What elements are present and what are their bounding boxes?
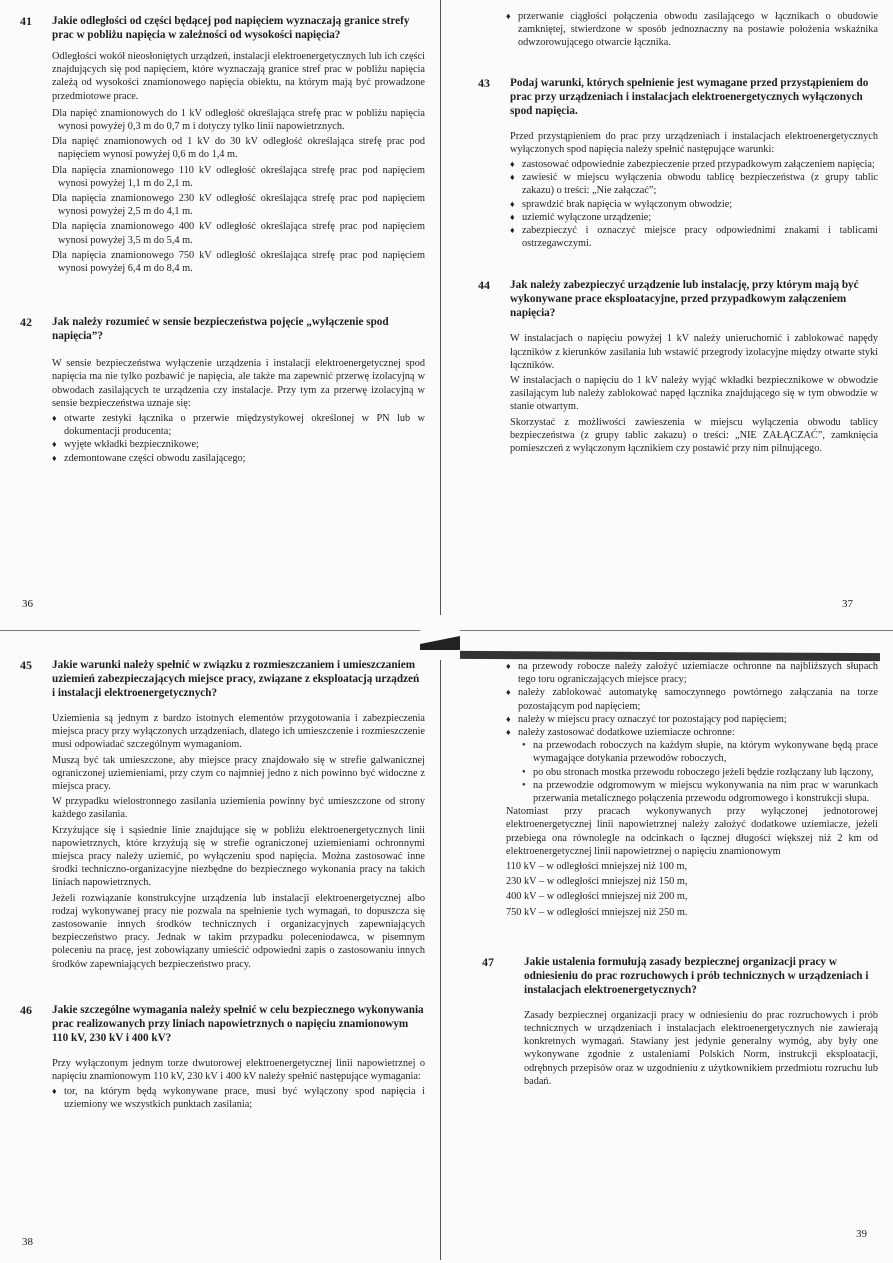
question-title: Jakie szczególne wymagania należy spełnić w celu bezpiecznego wykonywania prac realizowanych przy liniach napowietrznych o napięciu znamionowym 110 kV, 230 kV i 400 kV? [52, 1003, 424, 1044]
paragraph: Natomiast przy pracach wykonywanych przy wyłączonej jednotorowej elektroenergetycznej linii napowietrznej należy założyć dodatkowe uziemiacze, jeżeli przebiega ona równolegle na odcinkach o łącznej długości większej niż 2 km od elektroenergetycznej linii napowietrznej o napięciu znamionowym [506, 806, 878, 857]
paragraph: Zasady bezpiecznej organizacji pracy w odniesieniu do prac rozruchowych i prób technicznych w urządzeniach i instalacjach elektroenergetycznych nie zawierają konkretnych wymagań. Stawiany jest jedynie generalny wymóg, aby były one wykonywane zgodnie z ustaleniami Polskich Norm, instrukcji eksploatacji, odrębnych przepisów oraz w uzgodnieniu z użytkownikiem przedmiotu rozruchu lub badań. [524, 1009, 878, 1087]
question-title: Podaj warunki, których spełnienie jest wymagane przed przystąpieniem do prac przy urządzeniach i instalacjach elektroenergetycznych wyłączonych spod napięcia. [510, 76, 869, 117]
question-number: 41 [20, 14, 32, 28]
sub-bullet-list [506, 739, 878, 805]
fold-wedge-shape [420, 630, 460, 650]
question-title: Jakie ustalenia formułują zasady bezpiecznej organizacji pracy w odniesieniu do prac rozruchowych i prób technicznych w urządzeniach i instalacjach elektroenergetycznych? [524, 955, 869, 996]
list-item: ♦ należy w miejscu pracy oznaczyć tor pozostający pod napięciem; [506, 713, 878, 726]
list-item: ♦ sprawdzić brak napięcia w wyłączonym obwodzie; [510, 198, 878, 211]
list-item: • na przewodach roboczych na każdym słupie, na którym wykonywane będą prace wymagające dotykania przewodów roboczych, [522, 739, 878, 765]
bullet-list [506, 10, 878, 50]
bullet-list [510, 158, 878, 250]
paragraph: Krzyżujące się i sąsiednie linie znajdujące się w pobliżu elektroenergetycznych linii napowietrznych, które krzyżują się w strefie ograniczonej uziemieniami ochronnymi miejsca pracy należy uziemić, po wyłączeniu spod napięcia. Można zastosować inne środki techniczno-organizacyjne niezbędne do bezpiecznego wykonania pracy na takich liniach napowietrznych. [52, 824, 425, 889]
answer-46 [20, 1057, 425, 1112]
question-number: 45 [20, 658, 32, 672]
bullet-list [506, 660, 878, 739]
question-42 [20, 315, 425, 343]
question-45 [20, 658, 425, 700]
answer-41 [20, 50, 425, 275]
paragraph: Dla napięć znamionowych od 1 kV do 30 kV odległość określająca strefę prac pod napięciem wynosi powyżej 0,6 m do 1,4 m. [52, 136, 425, 161]
spacer [478, 50, 878, 72]
list-item: ♦ zawiesić w miejscu wyłączenia obwodu tablicę bezpieczeństwa (z grupy tablic zakazu) o treści: „Nie załączać”; [510, 171, 878, 197]
horizontal-fold-line-left [0, 630, 420, 631]
paragraph: W instalacjach o napięciu do 1 kV należy wyjąć wkładki bezpiecznikowe w obwodzie zasilającym lub należy zablokować napęd łącznika znajdującego się w tym obwodzie w stanie otwartym. [510, 375, 878, 413]
page-38 [20, 648, 425, 1253]
paragraph: Muszą być tak umieszczone, aby miejsce pracy znajdowało się w strefie galwanicznej ograniczonej uziemieniami, przy czym co najmniej jedno z nich powinno być widoczne z miejsca pracy. [52, 754, 425, 793]
list-item: ♦ zdemontowane części obwodu zasilającego; [52, 452, 425, 465]
paragraph: Dla napięcia znamionowego 750 kV odległość określająca strefę prac pod napięciem wynosi powyżej 6,4 m do 8,4 m. [52, 249, 425, 275]
question-47 [478, 955, 878, 997]
list-item: ♦ zastosować odpowiednie zabezpieczenie przed przypadkowym załączeniem napięcia; [510, 158, 878, 171]
answer-44 [478, 332, 878, 455]
paragraph: Przed przystąpieniem do prac przy urządzeniach i instalacjach elektroenergetycznych wyłączonych spod napięcia należy spełnić następujące warunki: [510, 130, 878, 155]
paragraph: W sensie bezpieczeństwa wyłączenie urządzenia i instalacji elektroenergetycznej spod napięcia ma nie tylko pozbawić je napięcia, ale także ma zapewnić przerwę izolacyjną w obwodach zasilających te urządzenia czy instalacje. Przy tym za przerwę izolacyjną w sensie bezpieczeństwa uznaje się: [52, 358, 425, 409]
paragraph: Jeżeli rozwiązanie konstrukcyjne urządzenia lub instalacji elektroenergetycznej albo rodzaj wykonywanej pracy nie pozwala na spełnienie tych wymagań, to dopuszcza się zastosowanie innych środków technicznych i organizacyjnych zapewniających bezpieczeństwo pracy. Jednak w takim przypadku poleceniodawca, w pisemnym poleceniu na pracę, jest zobowiązany umieścić odpowiedni zapis o zastosowaniu innych środków zapewniających bezpieczeństwo pracy. [52, 892, 425, 970]
question-title: Jakie warunki należy spełnić w związku z rozmieszczaniem i umieszczaniem uziemień zabezpieczających miejsce pracy, związane z eksploatacją urządzeń i instalacji elektroenergetycznych? [52, 659, 420, 699]
question-title: Jakie odległości od części będącej pod napięciem wyznaczają granice strefy prac w pobliżu napięcia w zależności od wysokości napięcia? [52, 15, 410, 41]
paragraph: Odległości wokół nieosłoniętych urządzeń, instalacji elektroenergetycznych lub ich części znajdujących się pod napięciem, które wyznaczają granice stref prac w pobliżu napięcia zależą od wysokości znamionowego napięcia obiektu, na którym mają być prowadzone przedmiotowe prace. [52, 51, 425, 102]
list-item: • po obu stronach mostka przewodu roboczego jeżeli będzie rozłączany lub łączony, [522, 766, 878, 779]
question-title: Jak należy zabezpieczyć urządzenie lub instalację, przy którym mają być wykonywane prace eksploatacyjne, przed przypadkowym załączeniem napięcia? [510, 279, 859, 320]
paragraph: Dla napięcia znamionowego 230 kV odległość określająca strefę prac pod napięciem wynosi powyżej 2,5 m do 4,1 m. [52, 193, 425, 218]
question-number: 47 [482, 954, 494, 969]
bullet-list [52, 1085, 425, 1111]
question-number: 44 [478, 278, 490, 293]
list-item: • na przewodzie odgromowym w miejscu wykonywania na nim prac w warunkach przerwania metalicznego połączenia przewodu odgromowego i konstrukcji słupa. [522, 779, 878, 805]
question-46 [20, 1003, 425, 1045]
answer-47 [478, 1009, 878, 1088]
question-41 [20, 14, 425, 42]
page-number: 39 [856, 1228, 867, 1240]
list-item: ♦ na przewody robocze należy założyć uziemiacze ochronne na najbliższych słupach tego toru ograniczających miejsce pracy; [506, 660, 878, 686]
paragraph: Dla napięć znamionowych do 1 kV odległość określająca strefę prac w pobliżu napięcia wynosi powyżej 0,3 m do 0,7 m i dotyczy tylko linii napowietrznych. [52, 107, 425, 133]
paragraph: Uziemienia są jednym z bardzo istotnych elementów przygotowania i zabezpieczenia miejsca pracy przy wyłączonych urządzeniach, dlatego ich umieszczenie i rozmieszczenie musi odpowiadać szczególnym wymaganiom. [52, 713, 425, 751]
paragraph: Dla napięcia znamionowego 110 kV odległość określająca strefę prac pod napięciem wynosi powyżej 1,1 m do 2,1 m. [52, 164, 425, 189]
question-number: 46 [20, 1002, 32, 1017]
paragraph: W instalacjach o napięciu powyżej 1 kV należy unieruchomić i zablokować napędy łączników z kierunków zasilania lub wstawić przegrody izolacyjne między otwarte styki łączników. [510, 333, 878, 371]
spacer [20, 973, 425, 999]
answer-42 [20, 357, 425, 465]
page-number: 38 [22, 1236, 33, 1248]
continued-list [478, 10, 878, 50]
list-item: ♦ wyjęte wkładki bezpiecznikowe; [52, 438, 425, 451]
horizontal-fold-line-right [460, 630, 893, 631]
paragraph: Przy wyłączonym jednym torze dwutorowej elektroenergetycznej linii napowietrznej o napięciu znamionowym 110 kV, 230 kV i 400 kV należy spełnić następujące wymagania: [52, 1057, 425, 1083]
paragraph: Skorzystać z możliwości zawieszenia w miejscu wyłączenia obwodu tablicy bezpieczeństwa (z grupy tablic zakazu) o treści: „NIE ZAŁĄCZAĆ”, zamknięcia pomieszczeń z wyłączonym łącznikiem czy postawić przy nim pilnującego. [510, 416, 878, 455]
distance-line: 400 kV – w odległości mniejszej niż 200 m, [506, 891, 688, 903]
paragraph: Dla napięcia znamionowego 400 kV odległość określająca strefę prac pod napięciem wynosi powyżej 3,5 m do 5,4 m. [52, 221, 425, 246]
page-number: 37 [842, 598, 853, 610]
question-title: Jak należy rozumieć w sensie bezpieczeństwa pojęcie „wyłączenie spod napięcia”? [52, 316, 389, 343]
spacer [20, 277, 425, 311]
question-number: 42 [20, 315, 32, 330]
center-fold-line-bottom [440, 660, 441, 1260]
bullet-list [52, 412, 425, 465]
spacer [478, 250, 878, 274]
distance-line: 750 kV – w odległości mniejszej niż 250 m. [506, 906, 688, 918]
answer-43 [478, 130, 878, 251]
list-item: ♦ należy zablokować automatykę samoczynnego powtórnego załączania na torze pozostającym pod napięciem; [506, 686, 878, 712]
distance-line: 230 kV – w odległości mniejszej niż 150 m, [506, 876, 688, 888]
page-39 [478, 648, 878, 1253]
list-item: ♦ przerwanie ciągłości połączenia obwodu zasilającego w łącznikach o obudowie zamkniętej, stwierdzone w sposób jednoznaczny na postawie położenia wskaźnika odwzorowującego otwarcie łącznika. [506, 10, 878, 50]
answer-45 [20, 712, 425, 971]
list-item: ♦ uziemić wyłączone urządzenie; [510, 211, 878, 224]
paragraph: W przypadku wielostronnego zasilania uziemienia powinny być umieszczone od strony każdego zasilania. [52, 796, 425, 821]
center-fold-line-top [440, 0, 441, 615]
continued-list [478, 660, 878, 919]
page-36 [20, 10, 425, 615]
question-43 [478, 76, 878, 118]
list-item: ♦ zabezpieczyć i oznaczyć miejsce pracy odpowiednimi znakami i tablicami ostrzegawczymi. [510, 224, 878, 250]
question-44 [478, 278, 878, 320]
list-item: ♦ otwarte zestyki łącznika o przerwie międzystykowej określonej w PN lub w dokumentacji producenta; [52, 412, 425, 438]
list-item: ♦ tor, na którym będą wykonywane prace, musi być wyłączony spod napięcia i uziemiony we wszystkich punktach zasilania; [52, 1085, 425, 1111]
distance-line: 110 kV – w odległości mniejszej niż 100 m, [506, 861, 688, 873]
question-number: 43 [478, 75, 490, 90]
page-37 [478, 10, 878, 615]
page-number: 36 [22, 598, 33, 610]
list-item: ♦ należy zastosować dodatkowe uziemiacze ochronne: [506, 726, 878, 739]
spacer [478, 921, 878, 951]
